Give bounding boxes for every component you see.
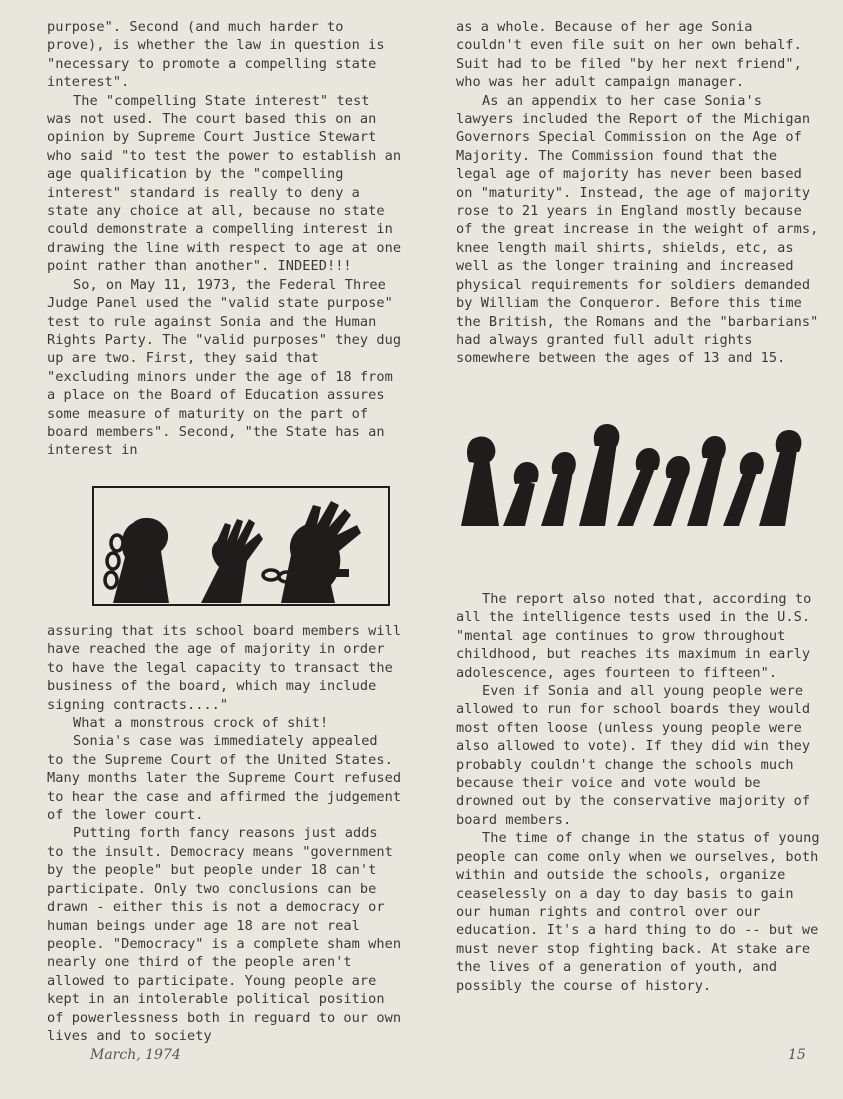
paragraph: So, on May 11, 1973, the Federal Three Judge Panel used the "valid state purpose" test to rule against Sonia and the Human Rights Party. The "valid purposes" they dug up are two. First, they said that "excluding minors under the age of 18 from a place on the Board of Education assures some measure of maturity on the part of board members". Second, "the State has an interest in	[47, 276, 410, 459]
raised-fists-illustration	[455, 418, 811, 530]
paragraph: What a monstrous crock of shit!	[73, 715, 329, 732]
column-left-bottom	[47, 622, 410, 1045]
paragraph: The report also noted that, according to all the intelligence tests used in the U.S. "mental age continues to grow throughout childhood, but reaches its maximum in early adolescence, ages fourteen to fifteen".	[456, 591, 820, 681]
paragraph: The time of change in the status of young people can come only when we ourselves, both within and outside the schools, organize ceaselessly on a day to day basis to gain our human rights and control over our education. It's a hard thing to do -- but we must never stop fighting back. At stake are the lives of a generation of youth, and possibly the course of history.	[456, 830, 828, 994]
footer-date: March, 1974	[90, 1047, 181, 1063]
column-right-top	[456, 18, 827, 368]
paragraph: The "compelling State interest" test was not used. The court based this on an opinion by Supreme Court Justice Stewart who said "to test the power to establish an age qualification by the "compelling interest" standard is really to deny a state any choice at all, because no state could demonstrate a compelling interest in drawing the line with respect to age at one point rather than another". INDEED!!!	[47, 92, 410, 275]
column-right-bottom	[456, 590, 828, 995]
page-number: 15	[788, 1047, 806, 1063]
paragraph: as a whole. Because of her age Sonia couldn't even file suit on her own behalf. Suit had to be filed "by her next friend", who was her adult campaign manager.	[456, 19, 811, 91]
paragraph: Putting forth fancy reasons just adds to the insult. Democracy means "government by the people" but people under 18 can't participate. Only two conclusions can be drawn - either this is not a democracy or human beings under age 18 are not real people. "Democracy" is a complete sham when nearly one third of the people aren't allowed to participate. Young people are kept in an intolerable political position of powerlessness both in reguard to our own lives and to society	[47, 825, 410, 1044]
paragraph: assuring that its school board members will have reached the age of majority in order to have the legal capacity to transact the business of the board, which may include signing contracts...."	[47, 623, 410, 713]
paragraph: Sonia's case was immediately appealed to the Supreme Court of the United States. Many months later the Supreme Court refused to hear the case and affirmed the judgement of the lower court.	[47, 733, 410, 824]
chained-hands-illustration	[91, 485, 391, 607]
paragraph: Even if Sonia and all young people were allowed to run for school boards they would most often loose (unless young people were also allowed to vote). If they did win they probably couldn't change the schools much because their voice and vote would be drowned out by the conservative majority of board members.	[456, 683, 819, 828]
column-left-top	[47, 18, 410, 460]
paragraph: purpose". Second (and much harder to prove), is whether the law in question is "necessary to promote a compelling state interest".	[47, 19, 393, 91]
paragraph: As an appendix to her case Sonia's lawyers included the Report of the Michigan Governors Special Commission on the Age of Majority. The Commission found that the legal age of majority has never been based on "maturity". Instead, the age of majority rose to 21 years in England mostly because of the great increase in the weight of arms, knee length mail shirts, shields, etc, as well as the longer training and increased physical requirements for soldiers demanded by William the Conqueror. Before this time the British, the Romans and the "barbarians" had always granted full adult rights somewhere between the ages of 13 and 15.	[456, 92, 827, 367]
